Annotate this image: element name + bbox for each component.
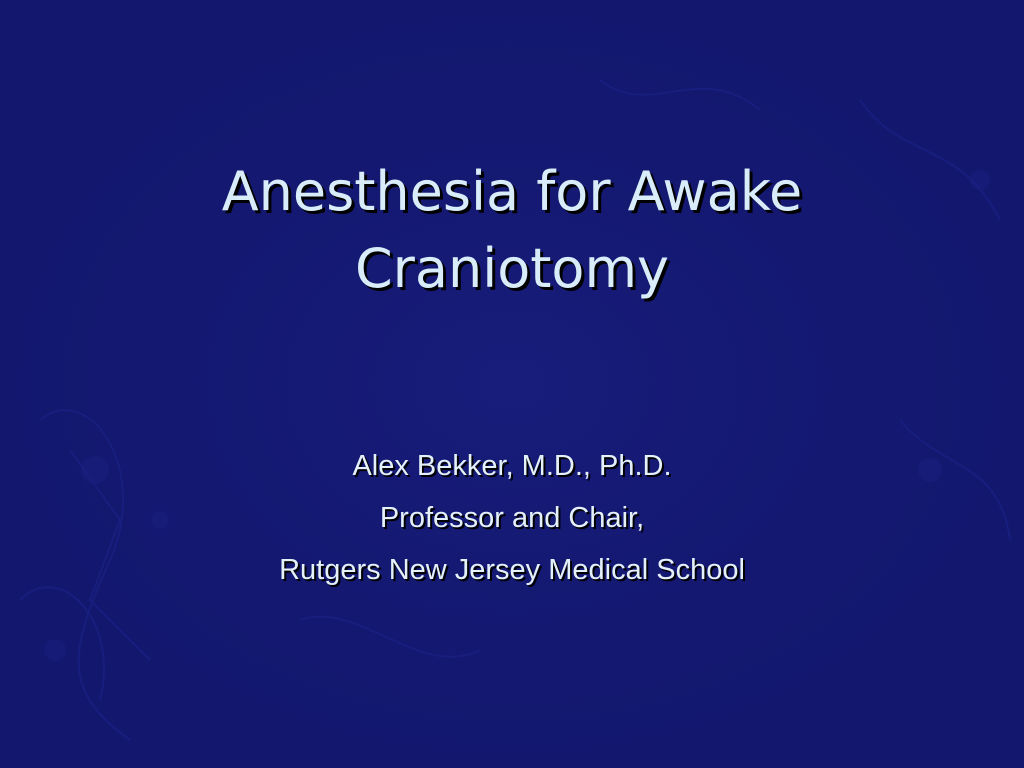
title-line-1: Anesthesia for Awake xyxy=(221,160,803,223)
author-institution: Rutgers New Jersey Medical School xyxy=(279,554,745,586)
author-name: Alex Bekker, M.D., Ph.D. xyxy=(352,450,672,482)
author-position: Professor and Chair, xyxy=(379,502,645,534)
slide-title xyxy=(112,153,912,307)
title-line-2: Craniotomy xyxy=(354,237,670,300)
slide-subtitle xyxy=(112,440,912,596)
